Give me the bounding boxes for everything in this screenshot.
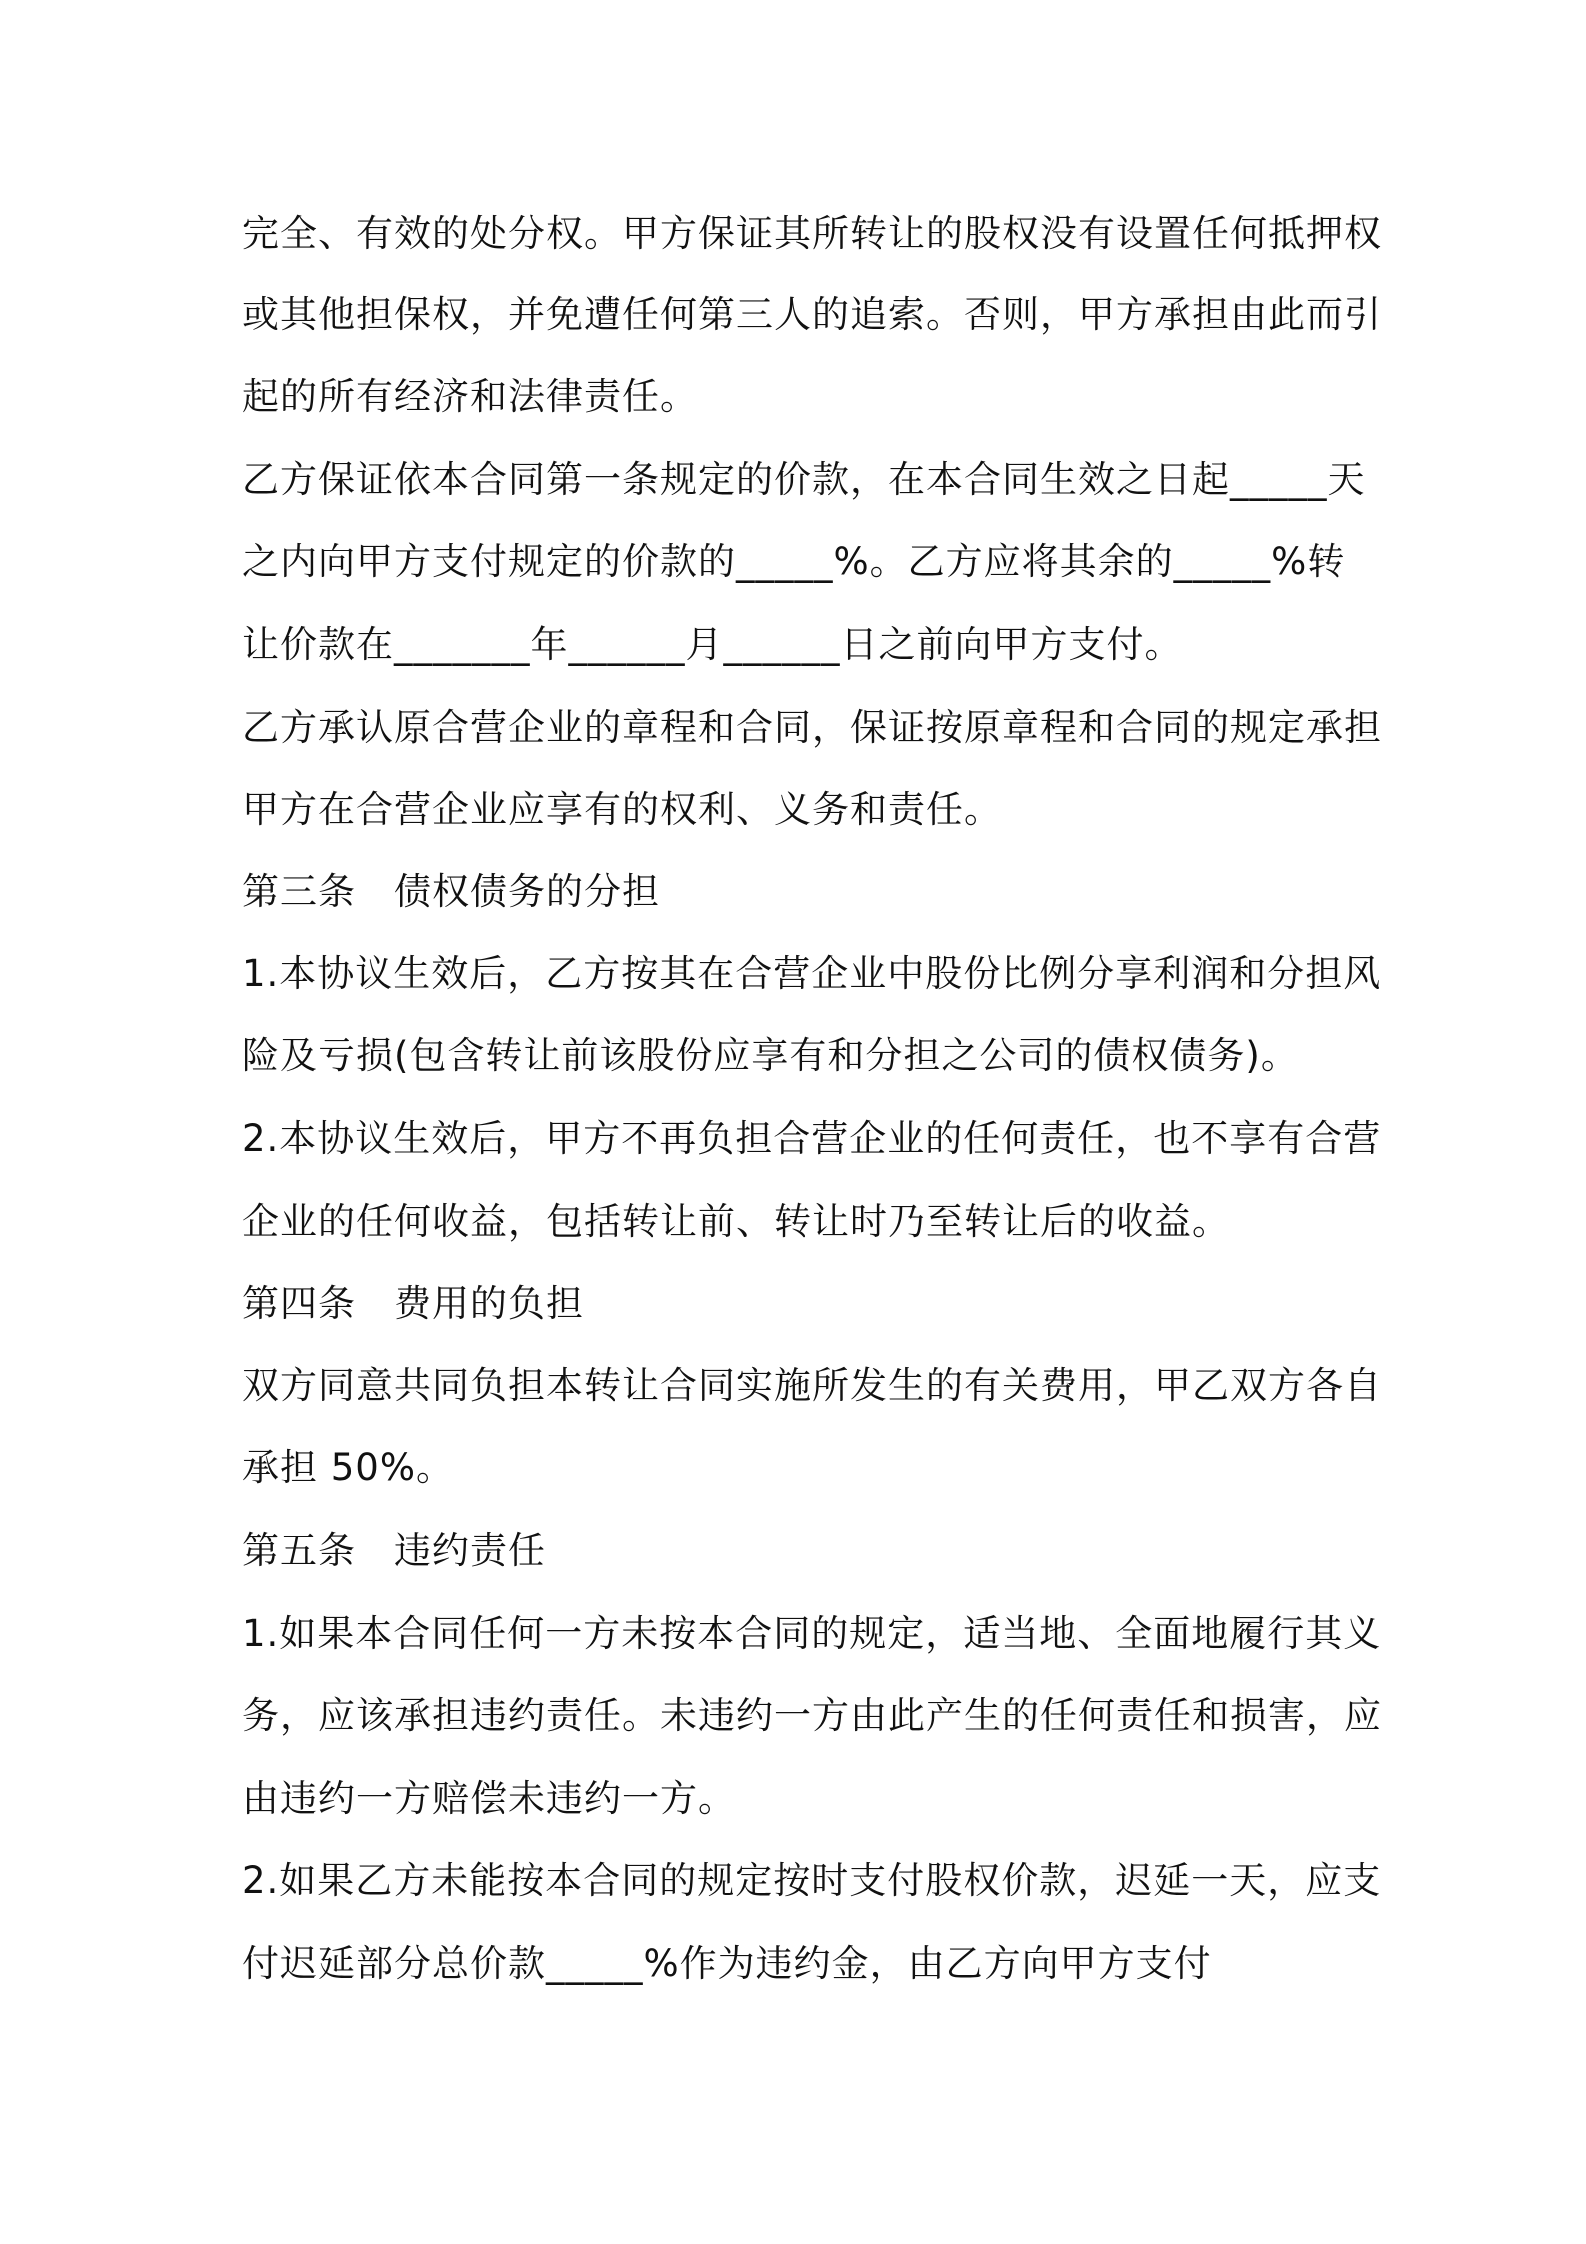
text-line: 承担 50%。 [242,1446,454,1489]
text-line: 双方同意共同负担本转让合同实施所发生的有关费用，甲乙双方各自 [242,1364,1382,1407]
text-line: 之内向甲方支付规定的价款的_____%。乙方应将其余的_____%转 [242,540,1346,583]
text-line: 险及亏损(包含转让前该股份应享有和分担之公司的债权债务)。 [242,1034,1299,1077]
section-heading: 第三条 债权债务的分担 [242,870,660,913]
text-line: 1.如果本合同任何一方未按本合同的规定，适当地、全面地履行其义 [242,1612,1382,1655]
text-line: 付迟延部分总价款_____%作为违约金，由乙方向甲方支付 [242,1942,1212,1985]
text-line: 2.本协议生效后，甲方不再负担合营企业的任何责任，也不享有合营 [242,1117,1382,1160]
text-line: 让价款在_______年______月______日之前向甲方支付。 [242,623,1183,666]
section-heading: 第五条 违约责任 [242,1529,546,1572]
text-line: 或其他担保权，并免遭任何第三人的追索。否则，甲方承担由此而引 [242,293,1382,336]
text-line: 务，应该承担违约责任。未违约一方由此产生的任何责任和损害，应 [242,1694,1382,1737]
text-line: 完全、有效的处分权。甲方保证其所转让的股权没有设置任何抵押权 [242,212,1382,255]
text-line: 起的所有经济和法律责任。 [242,375,698,418]
section-heading: 第四条 费用的负担 [242,1282,584,1325]
text-line: 2.如果乙方未能按本合同的规定按时支付股权价款，迟延一天，应支 [242,1859,1382,1902]
text-line: 企业的任何收益，包括转让前、转让时乃至转让后的收益。 [242,1200,1230,1243]
text-line: 乙方承认原合营企业的章程和合同，保证按原章程和合同的规定承担 [242,706,1382,749]
text-line: 由违约一方赔偿未违约一方。 [242,1777,736,1820]
text-line: 1.本协议生效后，乙方按其在合营企业中股份比例分享利润和分担风 [242,952,1382,995]
text-line: 甲方在合营企业应享有的权利、义务和责任。 [242,788,1002,831]
text-line: 乙方保证依本合同第一条规定的价款，在本合同生效之日起_____天 [242,458,1366,501]
